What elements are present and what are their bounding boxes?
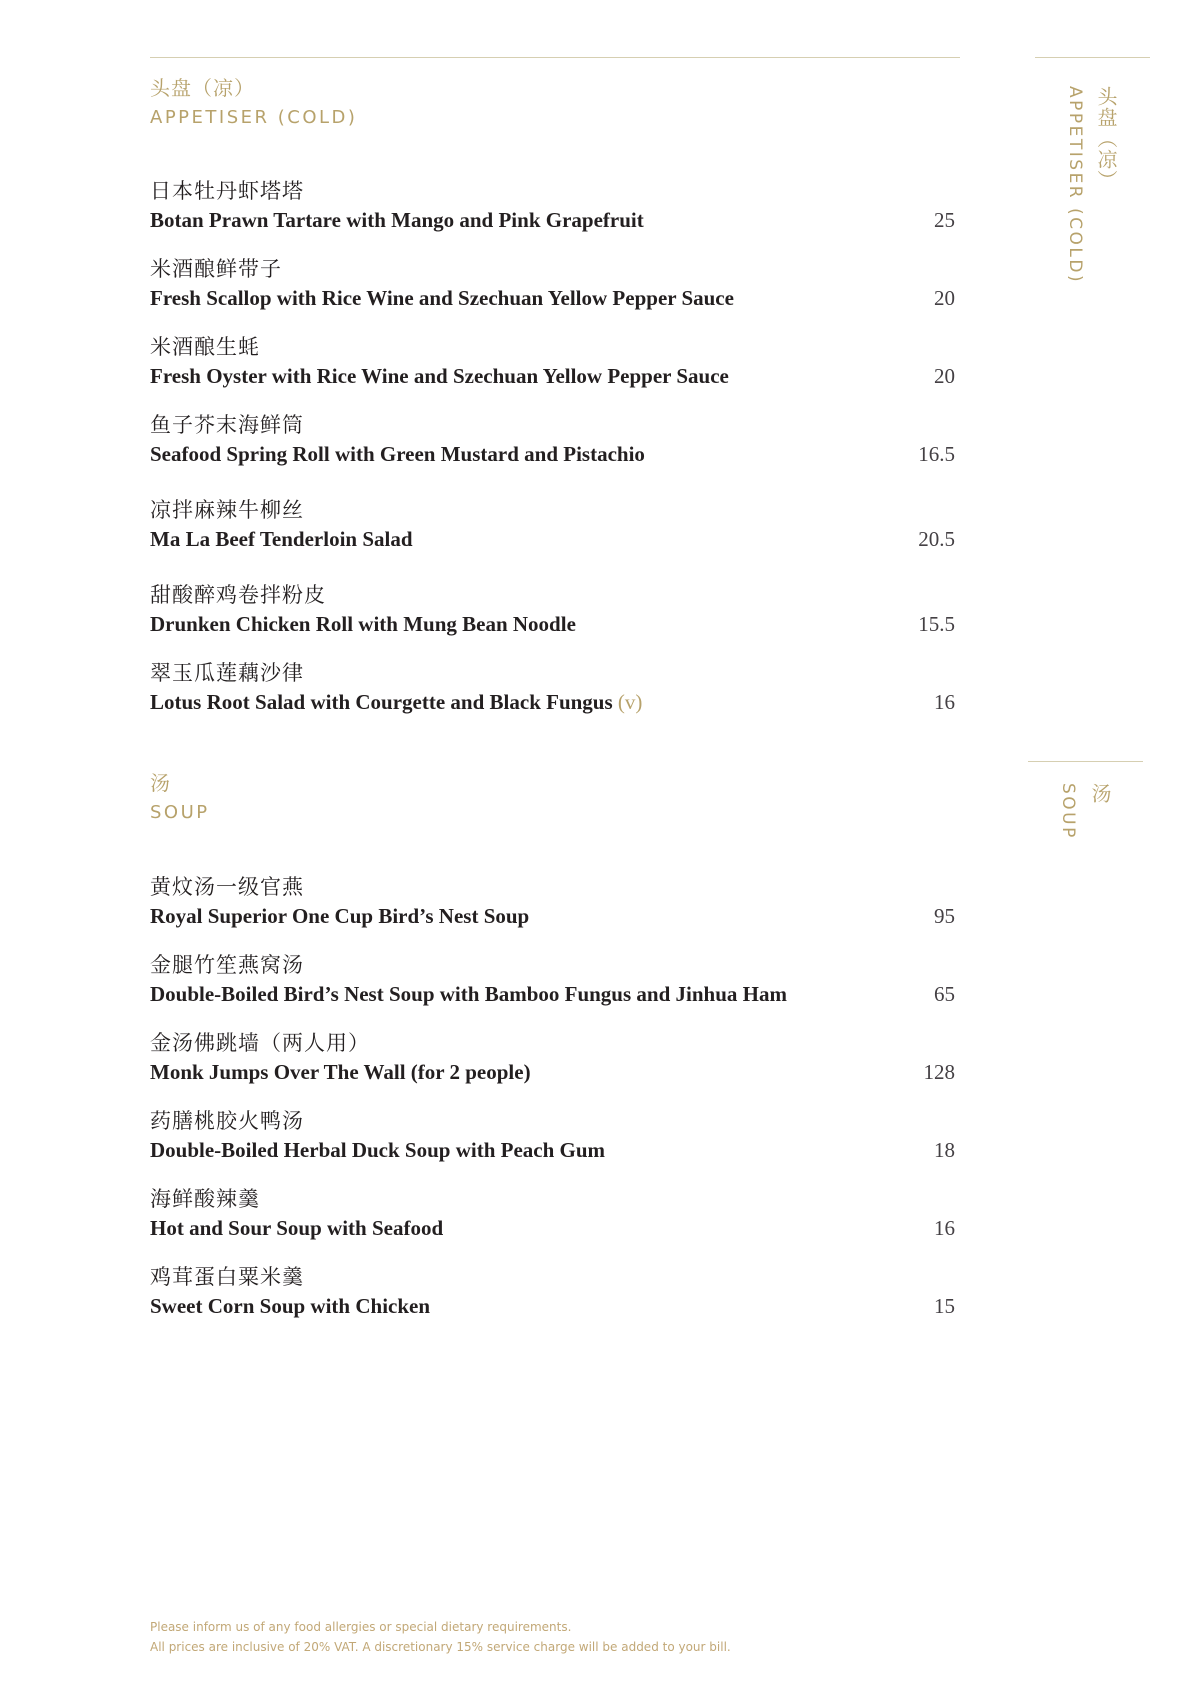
appetiser-heading-en: APPETISER (COLD)	[150, 107, 358, 128]
dish-name-cn: 鱼子芥末海鲜筒	[150, 413, 304, 437]
dish-price: 128	[923, 1060, 955, 1084]
dish-name-en: Hot and Sour Soup with Seafood	[150, 1216, 444, 1240]
dish-name-cn: 日本牡丹虾塔塔	[150, 179, 304, 203]
dish-name-en: Royal Superior One Cup Bird’s Nest Soup	[150, 904, 530, 928]
menu-item	[150, 579, 960, 649]
sidebar-appetiser-cn: 头盘（凉）	[1094, 86, 1118, 191]
footer-notes	[150, 1617, 850, 1657]
sidebar-top-divider	[1035, 57, 1150, 58]
menu-item	[150, 1027, 960, 1097]
sidebar-soup-en: SOUP	[1058, 783, 1078, 840]
sidebar-tab-appetiser[interactable]	[1062, 86, 1122, 286]
appetiser-section	[150, 72, 960, 732]
dish-price: 20	[934, 286, 955, 310]
soup-section	[150, 767, 960, 1327]
menu-item	[150, 657, 960, 727]
dish-name-cn: 海鲜酸辣羹	[150, 1187, 260, 1211]
dish-name-en: Ma La Beef Tenderloin Salad	[150, 527, 413, 551]
dish-name-en: Monk Jumps Over The Wall (for 2 people)	[150, 1060, 531, 1084]
dish-name-en: Lotus Root Salad with Courgette and Black Fungus (v)	[150, 690, 643, 714]
menu-item	[150, 1105, 960, 1175]
dish-name-en: Sweet Corn Soup with Chicken	[150, 1294, 431, 1318]
appetiser-heading-cn: 头盘（凉）	[150, 76, 255, 100]
dish-price: 16	[934, 1216, 955, 1240]
dish-name-cn: 黄炆汤一级官燕	[150, 875, 304, 899]
pricing-note: All prices are inclusive of 20% VAT. A discretionary 15% service charge will be added to your bill.	[150, 1640, 731, 1654]
sidebar-tab-soup[interactable]	[1056, 783, 1116, 863]
dish-name-cn: 甜酸醉鸡卷拌粉皮	[150, 583, 326, 607]
menu-item	[150, 494, 960, 564]
dish-price: 20.5	[918, 527, 955, 551]
dish-price: 18	[934, 1138, 955, 1162]
allergy-note: Please inform us of any food allergies or special dietary requirements.	[150, 1620, 572, 1634]
soup-heading-en: SOUP	[150, 802, 210, 823]
dish-price: 15	[934, 1294, 955, 1318]
soup-heading-cn: 汤	[150, 771, 171, 795]
dish-name-cn: 金腿竹笙燕窝汤	[150, 953, 304, 977]
sidebar-appetiser-en: APPETISER (COLD)	[1065, 86, 1085, 285]
menu-item	[150, 253, 960, 323]
dish-name-en: Drunken Chicken Roll with Mung Bean Noodle	[150, 612, 576, 636]
dish-price: 16.5	[918, 442, 955, 466]
sidebar-soup-cn: 汤	[1088, 783, 1112, 804]
dish-name-cn: 米酒酿生蚝	[150, 335, 260, 359]
dish-name-en: Fresh Scallop with Rice Wine and Szechuan Yellow Pepper Sauce	[150, 286, 734, 310]
dish-name-en: Double-Boiled Bird’s Nest Soup with Bamboo Fungus and Jinhua Ham	[150, 982, 787, 1006]
dish-name-cn: 米酒酿鲜带子	[150, 257, 282, 281]
sidebar-soup-divider	[1028, 761, 1143, 762]
dish-name-en: Botan Prawn Tartare with Mango and Pink Grapefruit	[150, 208, 644, 232]
menu-item	[150, 871, 960, 941]
dish-name-en: Seafood Spring Roll with Green Mustard and Pistachio	[150, 442, 645, 466]
menu-item	[150, 1183, 960, 1253]
dish-name-cn: 凉拌麻辣牛柳丝	[150, 498, 304, 522]
dish-name-cn: 鸡茸蛋白粟米羹	[150, 1265, 304, 1289]
dish-price: 65	[934, 982, 955, 1006]
dish-price: 15.5	[918, 612, 955, 636]
dish-price: 16	[934, 690, 955, 714]
dish-tag: (v)	[617, 690, 643, 714]
dish-name-en: Double-Boiled Herbal Duck Soup with Peach Gum	[150, 1138, 606, 1162]
top-divider	[150, 57, 960, 58]
dish-name-cn: 金汤佛跳墙（两人用）	[150, 1031, 370, 1055]
dish-name-en: Fresh Oyster with Rice Wine and Szechuan Yellow Pepper Sauce	[150, 364, 729, 388]
menu-item	[150, 331, 960, 401]
dish-price: 20	[934, 364, 955, 388]
dish-name-cn: 翠玉瓜莲藕沙律	[150, 661, 304, 685]
menu-item	[150, 949, 960, 1019]
menu-item	[150, 1261, 960, 1331]
dish-price: 25	[934, 208, 955, 232]
menu-item	[150, 409, 960, 479]
dish-name-cn: 药膳桃胶火鸭汤	[150, 1109, 304, 1133]
menu-item	[150, 175, 960, 245]
dish-price: 95	[934, 904, 955, 928]
